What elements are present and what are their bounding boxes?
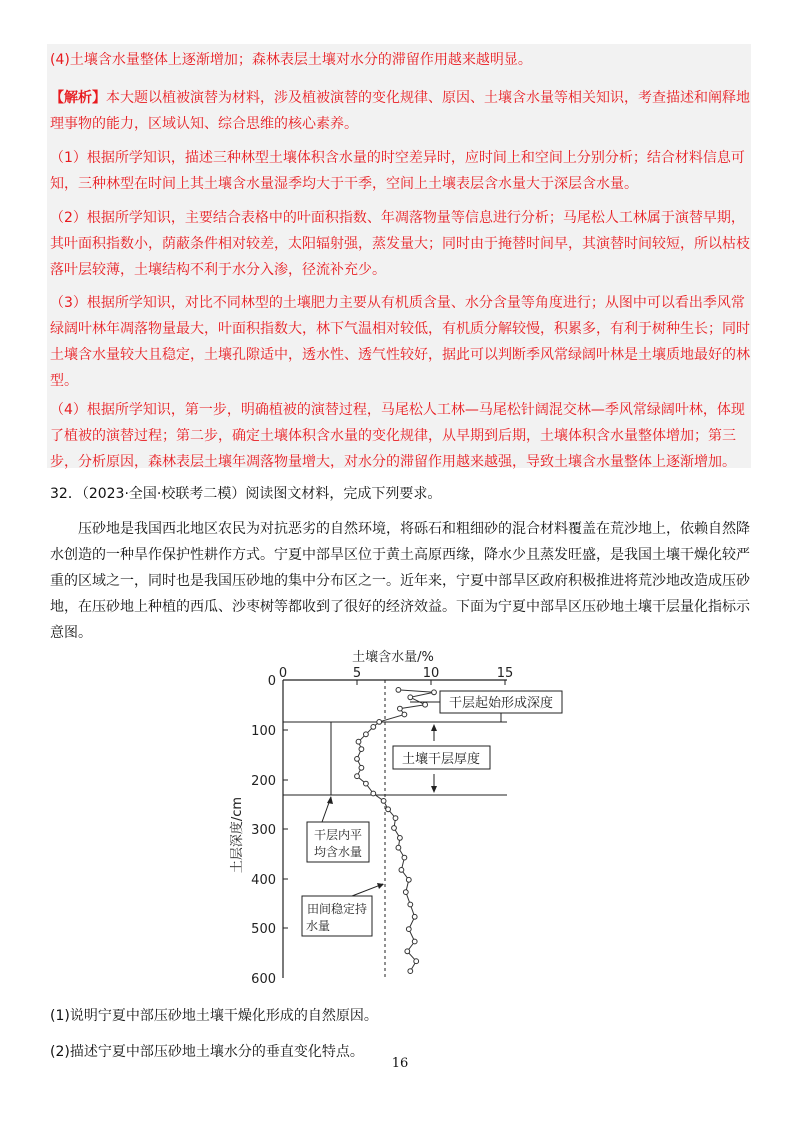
moisture-data-point <box>423 702 428 707</box>
moisture-data-point <box>386 807 391 812</box>
moisture-data-point <box>408 902 413 907</box>
sub-question-2: (2)描述宁夏中部压砂地土壤水分的垂直变化特点。 <box>50 1044 364 1060</box>
moisture-data-point <box>406 927 411 932</box>
thickness-arrow-down-head <box>431 786 437 793</box>
explanation-4: （4）根据所学知识，第一步，明确植被的演替过程，马尾松人工林—马尾松针阔混交林—季风常绿阔叶林，体现了植被的演替过程；第二步，确定土壤体积含水量的变化规律，从早期到后期，土壤体积含水量整体增加；第三步，分析原因，森林表层土壤年凋落物量增大，对水分的滞留作用越来越强，导致土壤含水量整体上逐渐增加。 <box>50 402 745 470</box>
moisture-data-point <box>405 949 410 954</box>
y-tick-label: 0 <box>267 674 276 689</box>
stable-label-line1: 田间稳定持 <box>306 902 368 916</box>
moisture-data-point <box>408 695 413 700</box>
thickness-arrow-up-head <box>431 724 437 731</box>
page-number: 16 <box>391 1056 409 1071</box>
moisture-data-point <box>414 959 419 964</box>
stable-pointer-head <box>377 883 384 889</box>
question-material: 压砂地是我国西北地区农民为对抗恶劣的自然环境，将砾石和粗细砂的混合材料覆盖在荒沙地上，依赖自然降水创造的一种旱作保护性耕作方式。宁夏中部旱区位于黄土高原西缘，降水少且蒸发旺盛，是我国土壤干燥化较严重的区域之一，同时也是我国压砂地的集中分布区之一。近年来，宁夏中部旱区政府积极推进将荒沙地改造成压砂地，在压砂地上种植的西瓜、沙枣树等都收到了很好的经济效益。下面为宁夏中部旱区压砂地土壤干层量化指标示意图。 <box>50 521 750 641</box>
moisture-data-point <box>406 877 411 882</box>
moisture-data-point <box>355 774 360 779</box>
moisture-data-point <box>403 890 408 895</box>
y-tick-label: 200 <box>251 774 276 789</box>
moisture-data-point <box>396 688 401 693</box>
y-axis-title: 土层深度/cm <box>230 796 245 874</box>
dry-avg-label-line2: 均含水量 <box>313 845 363 859</box>
explanation-2: （2）根据所学知识，主要结合表格中的叶面积指数、年凋落物量等信息进行分析；马尾松人工林属于演替早期，其叶面积指数小，荫蔽条件相对较差，太阳辐射强，蒸发量大；同时由于掩替时间早，其演替时间较短，所以枯枝落叶层较薄，土壤结构不利于水分入渗，径流补充少。 <box>50 210 750 278</box>
explanation-3: （3）根据所学知识，对比不同林型的土壤肥力主要从有机质含量、水分含量等角度进行；从图中可以看出季风常绿阔叶林年凋落物量最大，叶面积指数大，林下气温相对较低，有机质分解较慢，积累多，有利于树种生长；同时土壤含水量较大且稳定，土壤孔隙适中，透水性、透气性较好，据此可以判断季风常绿阔叶林是土壤质地最好的林型。 <box>50 295 750 389</box>
sub-question-1: (1)说明宁夏中部压砂地土壤干燥化形成的自然原因。 <box>50 1008 378 1024</box>
moisture-data-point <box>356 739 361 744</box>
explanation-1: （1）根据所学知识，描述三种林型土壤体积含水量的时空差异时，应时间上和空间上分别分析；结合材料信息可知，三种林型在时间上其土壤含水量湿季均大于干季，空间上土壤表层含水量大于深层含水量。 <box>50 150 745 192</box>
moisture-data-point <box>364 781 369 786</box>
analysis-tag: 【解析】 <box>50 90 106 106</box>
x-tick-label: 15 <box>496 666 514 681</box>
dry-thickness-label: 土壤干层厚度 <box>401 752 481 767</box>
dry-avg-pointer-head <box>327 796 333 804</box>
x-tick-label: 0 <box>278 666 288 681</box>
stable-label-line2: 水量 <box>305 919 331 933</box>
question-header: 32．（2023·全国·校联考二模）阅读图文材料，完成下列要求。 <box>50 486 442 502</box>
moisture-data-point <box>402 712 407 717</box>
moisture-data-point <box>408 969 413 974</box>
x-tick-label: 10 <box>422 666 440 681</box>
moisture-data-point <box>371 791 376 796</box>
moisture-data-point <box>359 747 364 752</box>
moisture-data-point <box>402 855 407 860</box>
moisture-data-point <box>396 845 401 850</box>
x-tick-label: 5 <box>352 666 362 681</box>
moisture-data-point <box>359 765 364 770</box>
y-axis-ticks <box>283 730 288 928</box>
moisture-data-point <box>412 939 417 944</box>
moisture-data-point <box>392 826 397 831</box>
moisture-data-point <box>393 816 398 821</box>
y-tick-label: 400 <box>251 873 276 888</box>
x-axis-ticks <box>357 680 505 685</box>
moisture-data-point <box>371 725 376 730</box>
analysis-text: 本大题以植被演替为材料，涉及植被演替的变化规律、原因、土壤含水量等相关知识，考查描述和阐释地理事物的能力，区域认知、综合思维的核心素养。 <box>50 90 750 132</box>
answer-item-4: (4)土壤含水量整体上逐渐增加；森林表层土壤对水分的滞留作用越来越明显。 <box>50 52 532 68</box>
moisture-data-point <box>412 914 417 919</box>
moisture-data-point <box>377 720 382 725</box>
moisture-data-point <box>398 836 403 841</box>
dry-start-label: 干层起始形成深度 <box>448 696 554 711</box>
moisture-data-point <box>399 868 404 873</box>
moisture-data-point <box>398 706 403 711</box>
moisture-data-point <box>355 757 360 762</box>
moisture-data-point <box>381 799 386 804</box>
y-tick-label: 500 <box>251 922 276 937</box>
y-tick-label: 600 <box>251 972 276 987</box>
moisture-data-point <box>364 732 369 737</box>
x-axis-title: 土壤含水量/% <box>352 650 434 665</box>
y-tick-label: 100 <box>251 724 276 739</box>
moisture-data-point <box>432 690 437 695</box>
dry-avg-label-line1: 干层内平 <box>313 828 363 842</box>
y-tick-label: 300 <box>251 823 276 838</box>
